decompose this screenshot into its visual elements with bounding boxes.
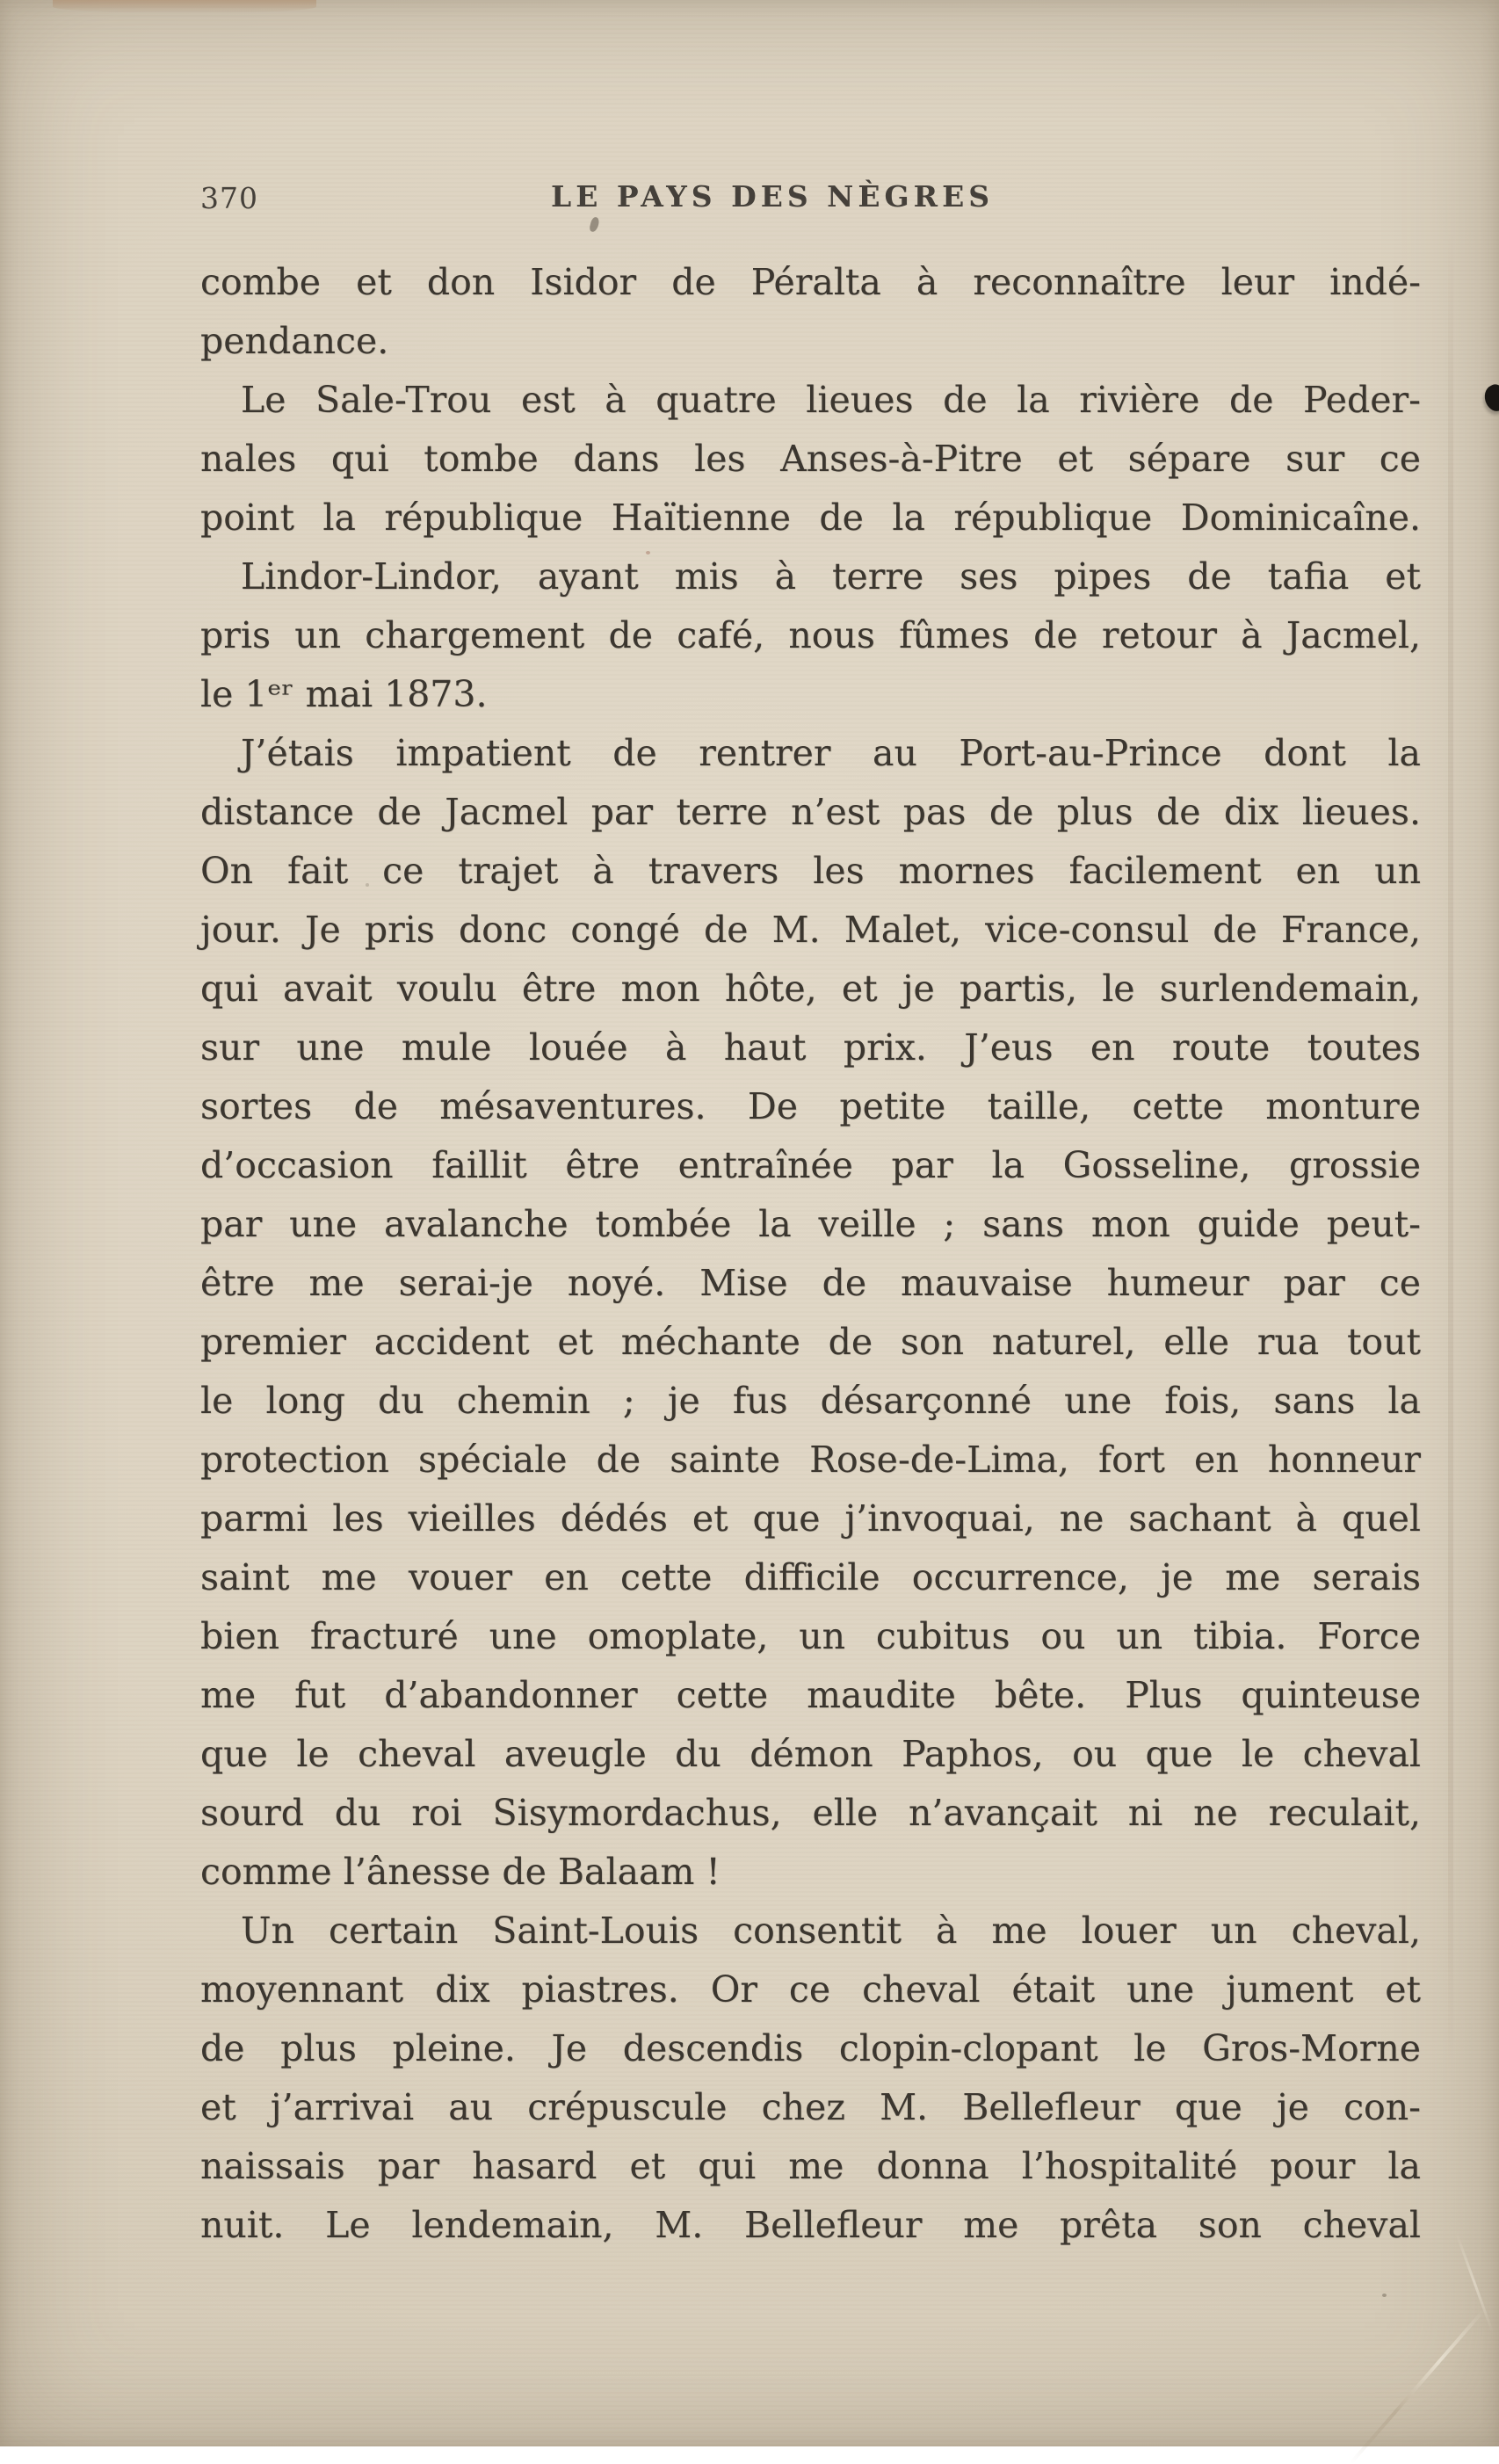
paper-stain bbox=[53, 0, 316, 13]
paper-speck bbox=[1382, 2294, 1387, 2297]
text-line: On fait ce trajet à travers les mornes facilement en un bbox=[200, 850, 1421, 892]
paper-speck bbox=[1135, 1288, 1139, 1292]
text-line: saint me vouer en cette difficile occurrence, je me serais bbox=[200, 1556, 1421, 1598]
text-line: nales qui tombe dans les Anses-à-Pitre et sépare sur ce bbox=[200, 438, 1421, 480]
text-line: le 1ᵉʳ mai 1873. bbox=[200, 673, 488, 715]
text-line: le long du chemin ; je fus désarçonné une fois, sans la bbox=[200, 1380, 1421, 1422]
paragraph bbox=[200, 253, 1421, 371]
running-head bbox=[200, 179, 1421, 218]
running-title: LE PAYS DES NÈGRES bbox=[551, 179, 995, 214]
ink-blot-mark bbox=[1481, 381, 1499, 414]
text-line: de plus pleine. Je descendis clopin-clopant le Gros-Morne bbox=[200, 2027, 1421, 2069]
text-line: sourd du roi Sisymordachus, elle n’avançait ni ne reculait, bbox=[200, 1792, 1421, 1834]
text-line: sur une mule louée à haut prix. J’eus en route toutes bbox=[200, 1026, 1421, 1069]
text-line: point la république Haïtienne de la république Dominicaîne. bbox=[200, 496, 1421, 539]
paper-speck bbox=[646, 551, 650, 554]
text-line: moyennant dix piastres. Or ce cheval était une jument et bbox=[200, 1968, 1421, 2011]
text-line: qui avait voulu être mon hôte, et je partis, le surlendemain, bbox=[200, 967, 1421, 1010]
text-line: Un certain Saint-Louis consentit à me louer un cheval, bbox=[241, 1910, 1421, 1952]
paragraph bbox=[200, 724, 1421, 1902]
text-line: par une avalanche tombée la veille ; sans mon guide peut- bbox=[200, 1203, 1421, 1245]
ink-smudge-mark bbox=[589, 216, 600, 233]
page-edge-shadow bbox=[1448, 228, 1453, 2074]
text-line: combe et don Isidor de Péralta à reconnaître leur indé- bbox=[200, 261, 1421, 303]
text-line: être me serai-je noyé. Mise de mauvaise humeur par ce bbox=[200, 1262, 1421, 1304]
paper-speck bbox=[366, 883, 369, 887]
body-text bbox=[200, 253, 1421, 2255]
text-line: J’étais impatient de rentrer au Port-au-Prince dont la bbox=[241, 732, 1421, 774]
text-line: nuit. Le lendemain, M. Bellefleur me prêta son cheval bbox=[200, 2204, 1421, 2246]
text-line: d’occasion faillit être entraînée par la Gosseline, grossie bbox=[200, 1144, 1421, 1186]
text-line: pris un chargement de café, nous fûmes de retour à Jacmel, bbox=[200, 614, 1421, 656]
text-line: jour. Je pris donc congé de M. Malet, vice-consul de France, bbox=[200, 909, 1421, 951]
text-line: parmi les vieilles dédés et que j’invoquai, ne sachant à quel bbox=[200, 1497, 1421, 1540]
paper-crease bbox=[1350, 2309, 1485, 2464]
text-line: Le Sale-Trou est à quatre lieues de la rivière de Peder- bbox=[241, 379, 1421, 421]
text-line: me fut d’abandonner cette maudite bête. Plus quinteuse bbox=[200, 1674, 1421, 1716]
paragraph bbox=[200, 371, 1421, 547]
text-line: et j’arrivai au crépuscule chez M. Bellefleur que je con- bbox=[200, 2086, 1421, 2128]
paragraph bbox=[200, 1902, 1421, 2255]
text-line: distance de Jacmel par terre n’est pas de plus de dix lieues. bbox=[200, 791, 1421, 833]
text-line: bien fracturé une omoplate, un cubitus ou un tibia. Force bbox=[200, 1615, 1421, 1657]
text-line: Lindor-Lindor, ayant mis à terre ses pipes de tafia et bbox=[241, 555, 1421, 598]
page-number: 370 bbox=[200, 181, 258, 215]
text-line: pendance. bbox=[200, 320, 389, 362]
paper-speck bbox=[228, 1986, 232, 1989]
text-line: premier accident et méchante de son naturel, elle rua tout bbox=[200, 1321, 1421, 1363]
text-line: sortes de mésaventures. De petite taille, cette monture bbox=[200, 1085, 1421, 1127]
text-line: naissais par hasard et qui me donna l’hospitalité pour la bbox=[200, 2145, 1421, 2187]
text-line: que le cheval aveugle du démon Paphos, ou que le cheval bbox=[200, 1733, 1421, 1775]
text-line: protection spéciale de sainte Rose-de-Lima, fort en honneur bbox=[200, 1439, 1421, 1481]
paragraph bbox=[200, 547, 1421, 724]
text-line: comme l’ânesse de Balaam ! bbox=[200, 1851, 721, 1893]
